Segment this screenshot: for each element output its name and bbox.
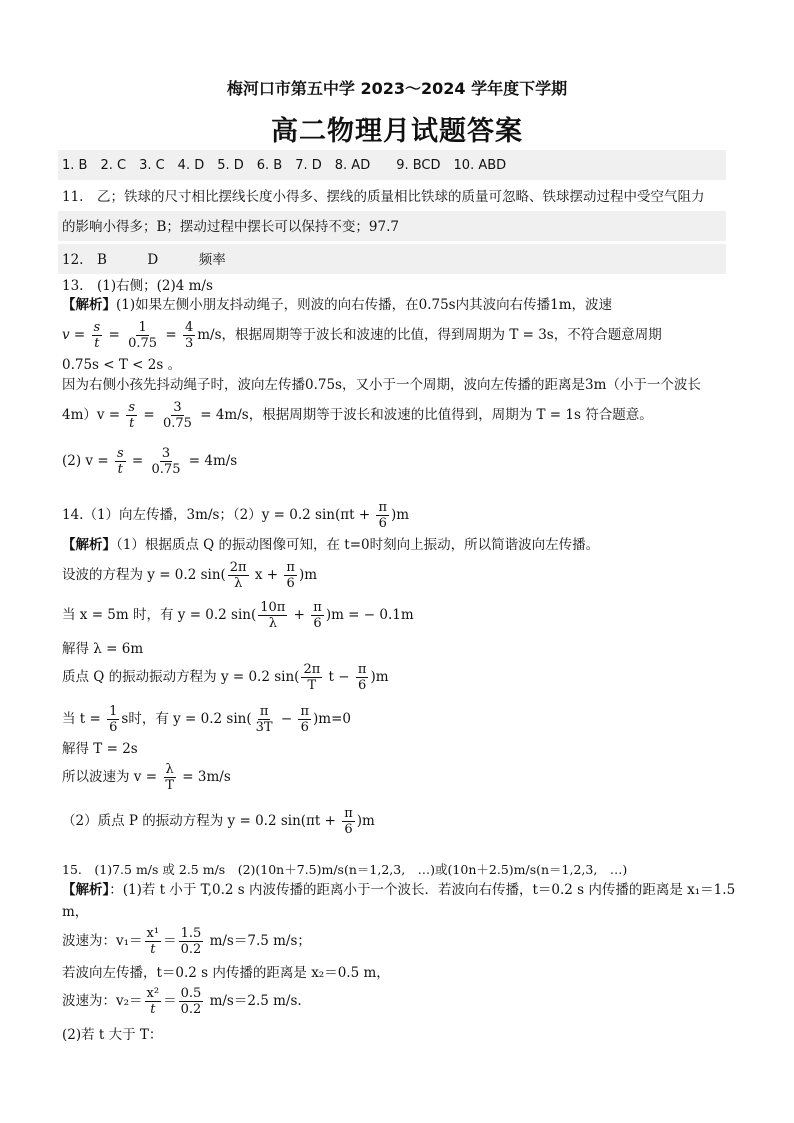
fraction: $\frac{\pi}{6}$: [357, 662, 367, 693]
fraction: $\frac{\pi}{6}$: [300, 704, 310, 735]
q13-analysis-line5: 4m）v = $\frac{s}{t}$ = $\frac{3}{0.75}$ = 4m/s，根据周期等于波长和波速的比值得到，周期为 T = 1s 符合题意。: [62, 400, 653, 431]
fraction: $\frac{\pi}{3T}$: [255, 704, 273, 735]
fraction: $\frac{2\pi}{T}$: [303, 662, 321, 693]
q12-answer: 12. B D 频率: [62, 252, 226, 268]
q15-analysis-line6: (2)若 t 大于 T：: [62, 1027, 163, 1043]
fraction: $\frac{s}{t}$: [93, 320, 101, 351]
q14-analysis-line3: 当 x = 5m 时，有 y = 0.2 sin( $\frac{10\pi}{\lambda}$ + $\frac{\pi}{6}$ )m = − 0.1m: [62, 600, 414, 631]
q13-analysis-line4: 因为右侧小孩先抖动绳子时，波向左传播0.75s，又小于一个周期，波向左传播的距离是3m（小于一个波长: [62, 377, 701, 393]
q14-analysis-line8: 所以波速为 v = $\frac{\lambda}{T}$ = 3m/s: [62, 762, 231, 793]
q15-analysis-line4: 若波向左传播，t＝0.2 s 内传播的距离是 x₂＝0.5 m，: [62, 965, 390, 981]
fraction: $\frac{s}{t}$: [116, 446, 124, 477]
fraction: $\frac{\lambda}{T}$: [165, 762, 174, 793]
q14-analysis-line6: 当 t = $\frac{1}{6}$ s时，有 y = 0.2 sin( $\frac{\pi}{3T}$ − $\frac{\pi}{6}$ )m=0: [62, 704, 351, 735]
q13-analysis-line1: 【解析】(1)如果左侧小朋友抖动绳子，则波的向右传播，在0.75s内其波向右传播1m，波速: [62, 297, 612, 313]
fraction: $\frac{s}{t}$: [128, 400, 136, 431]
q11-answer-line1: 11. 乙；铁球的尺寸相比摆线长度小得多、摆线的质量相比铁球的质量可忽略、铁球摆动过程中受空气阻力: [62, 189, 705, 205]
mc-answers-row: 1. B 2. C 3. C 4. D 5. D 6. B 7. D 8. AD 9. BCD 10. ABD: [62, 158, 507, 173]
fraction: $\frac{2\pi}{\lambda}$: [229, 560, 247, 591]
q11-answer-line2: 的影响小得多；B；摆动过程中摆长可以保持不变；97.7: [62, 219, 399, 235]
fraction: $\frac{10\pi}{\lambda}$: [260, 600, 286, 631]
q14-analysis-line7: 解得 T = 2s: [62, 741, 138, 757]
school-header: 梅河口市第五中学 2023～2024 学年度下学期: [226, 79, 568, 98]
fraction: $\frac{\text{x²}}{t}$: [146, 986, 160, 1017]
q15-heading: 15. (1)7.5 m/s 或 2.5 m/s (2)(10n＋7.5)m/s(n＝1,2,3, …)或(10n＋2.5)m/s(n＝1,2,3, …): [62, 862, 628, 877]
q14-analysis-line9: （2）质点 P 的振动方程为 y = 0.2 sin(πt + $\frac{\pi}{6}$ )m: [62, 806, 375, 837]
q14-analysis-line2: 设波的方程为 y = 0.2 sin( $\frac{2\pi}{\lambda}$ x + $\frac{\pi}{6}$ )m: [62, 560, 318, 591]
analysis-label: 【解析】: [62, 537, 116, 553]
fraction: $\frac{4}{3}$: [184, 320, 194, 351]
q15-analysis-line3: 波速为：v₁＝ $\frac{\text{x¹}}{t}$ ＝ $\frac{1.5}{0.2}$ m/s＝7.5 m/s；: [62, 926, 311, 957]
fraction: $\frac{0.5}{0.2}$: [180, 986, 202, 1017]
q15-analysis-line1: 【解析】：(1)若 t 小于 T,0.2 s 内波传播的距离小于一个波长．若波向右传播，t＝0.2 s 内传播的距离是 x₁＝1.5: [62, 882, 736, 898]
fraction: $\frac{\text{x¹}}{t}$: [146, 926, 160, 957]
q13-analysis-line2: v = $\frac{s}{t}$ = $\frac{1}{0.75}$ = $\frac{4}{3}$ m/s，根据周期等于波长和波速的比值，得到周期为 T = 3s，不符合题意周期: [62, 320, 662, 351]
analysis-label: 【解析】: [62, 882, 110, 898]
fraction: $\frac{3}{0.75}$: [163, 400, 192, 431]
q15-analysis-line2: m，: [62, 904, 89, 920]
q13-heading: 13. (1)右侧；(2)4 m/s: [62, 278, 213, 294]
fraction: $\frac{3}{0.75}$: [151, 446, 181, 477]
analysis-label: 【解析】: [62, 297, 116, 313]
fraction: $\frac{\pi}{6}$: [286, 560, 295, 591]
q14-heading: 14.（1）向左传播，3m/s；（2）y = 0.2 sin(πt + $\frac{\pi}{6}$ )m: [62, 500, 410, 531]
fraction: $\frac{\pi}{6}$: [378, 500, 387, 531]
q13-analysis-line6: (2) v = $\frac{s}{t}$ = $\frac{3}{0.75}$ = 4m/s: [62, 446, 238, 477]
fraction: $\frac{1}{6}$: [109, 704, 118, 735]
fraction: $\frac{1}{0.75}$: [128, 320, 158, 351]
fraction: $\frac{\pi}{6}$: [344, 806, 353, 837]
q13-analysis-line3: 0.75s < T < 2s 。: [62, 357, 182, 373]
q14-analysis-line4: 解得 λ = 6m: [62, 641, 144, 657]
fraction: $\frac{1.5}{0.2}$: [180, 926, 202, 957]
fraction: $\frac{\pi}{6}$: [313, 600, 322, 631]
q14-analysis-line1: 【解析】（1）根据质点 Q 的振动图像可知，在 t=0时刻向上振动，所以简谐波向左传播。: [62, 537, 600, 553]
q15-analysis-line5: 波速为：v₂＝ $\frac{\text{x²}}{t}$ ＝ $\frac{0.5}{0.2}$ m/s＝2.5 m/s.: [62, 986, 302, 1017]
page-title: 高二物理月试题答案: [271, 116, 523, 147]
q14-analysis-line5: 质点 Q 的振动振动方程为 y = 0.2 sin( $\frac{2\pi}{T}$ t − $\frac{\pi}{6}$ )m: [62, 662, 389, 693]
